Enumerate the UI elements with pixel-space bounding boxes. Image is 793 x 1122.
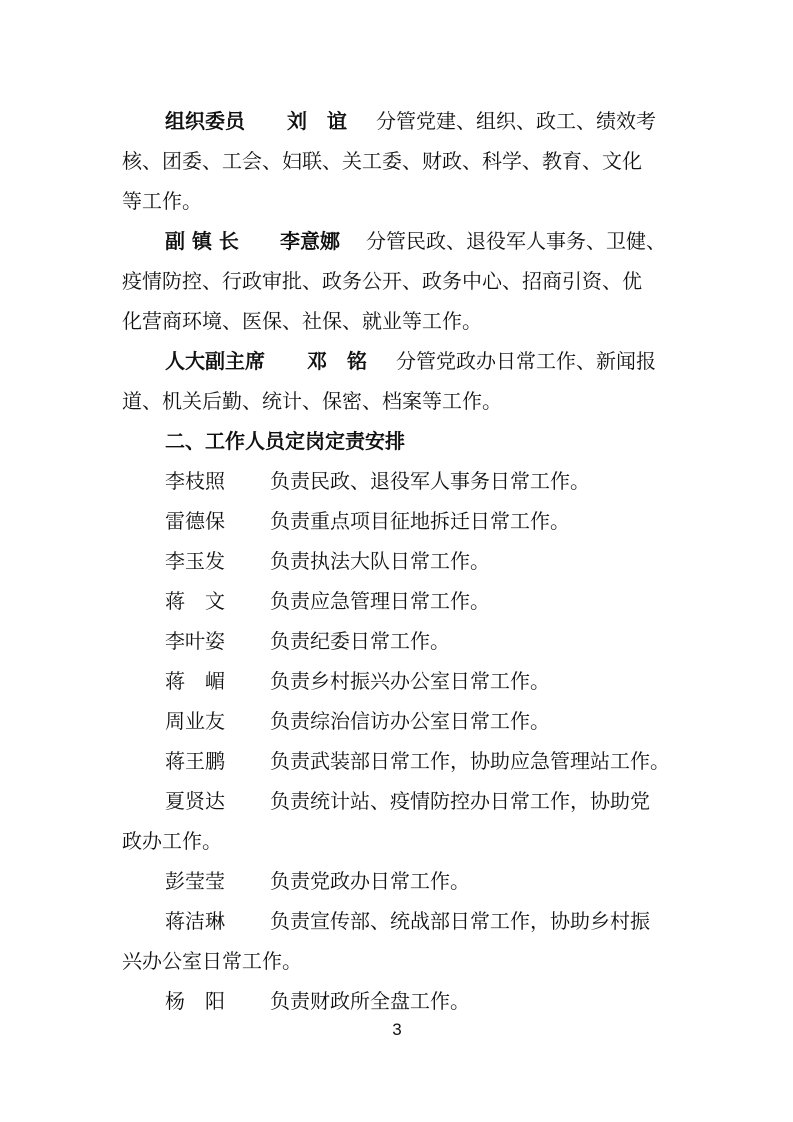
leader-duty-cont: 道、机关后勤、统计、保密、档案等工作。 bbox=[122, 389, 502, 413]
staff-name: 夏贤达 bbox=[165, 789, 225, 813]
staff-duty: 负责乡村振兴办公室日常工作。 bbox=[270, 669, 550, 693]
staff-duty: 负责综治信访办公室日常工作。 bbox=[270, 709, 550, 733]
leader-role: 人大副主席 bbox=[165, 349, 265, 373]
staff-name: 彭莹莹 bbox=[165, 869, 225, 893]
section-heading: 二、工作人员定岗定责安排 bbox=[165, 429, 405, 453]
leader-name: 李意娜 bbox=[280, 229, 340, 253]
leader-role: 副 镇 长 bbox=[165, 229, 239, 253]
staff-name: 蒋 文 bbox=[165, 589, 225, 613]
staff-name: 李玉发 bbox=[165, 549, 225, 573]
staff-duty: 负责武装部日常工作，协助应急管理站工作。 bbox=[270, 749, 670, 773]
staff-duty: 负责宣传部、统战部日常工作，协助乡村振 bbox=[270, 909, 650, 933]
staff-duty: 负责财政所全盘工作。 bbox=[270, 989, 470, 1013]
leader-duty-cont: 化营商环境、医保、社保、就业等工作。 bbox=[122, 309, 482, 333]
staff-duty: 负责党政办日常工作。 bbox=[270, 869, 470, 893]
staff-duty: 负责应急管理日常工作。 bbox=[270, 589, 490, 613]
staff-duty: 负责执法大队日常工作。 bbox=[270, 549, 490, 573]
staff-name: 蒋王鹏 bbox=[165, 749, 225, 773]
staff-name: 周业友 bbox=[165, 709, 225, 733]
leader-duty: 分管民政、退役军人事务、卫健、 bbox=[366, 229, 666, 253]
leader-role: 组织委员 bbox=[165, 109, 245, 133]
leader-duty-cont: 核、团委、工会、妇联、关工委、财政、科学、教育、文化 bbox=[122, 149, 642, 173]
staff-duty-cont: 政办工作。 bbox=[122, 829, 222, 853]
staff-name: 雷德保 bbox=[165, 509, 225, 533]
page-number: 3 bbox=[392, 1020, 402, 1039]
staff-name: 李叶姿 bbox=[165, 629, 225, 653]
staff-duty: 负责统计站、疫情防控办日常工作，协助党 bbox=[270, 789, 650, 813]
leader-name: 邓 铭 bbox=[307, 349, 367, 373]
staff-name: 杨 阳 bbox=[165, 989, 225, 1013]
staff-duty-cont: 兴办公室日常工作。 bbox=[122, 949, 302, 973]
staff-duty: 负责民政、退役军人事务日常工作。 bbox=[270, 469, 590, 493]
leader-duty-cont: 等工作。 bbox=[122, 189, 202, 213]
leader-duty: 分管党建、组织、政工、绩效考 bbox=[376, 109, 656, 133]
staff-duty: 负责重点项目征地拆迁日常工作。 bbox=[270, 509, 570, 533]
staff-duty: 负责纪委日常工作。 bbox=[270, 629, 450, 653]
leader-duty-cont: 疫情防控、行政审批、政务公开、政务中心、招商引资、优 bbox=[122, 269, 642, 293]
staff-name: 李枝照 bbox=[165, 469, 225, 493]
staff-name: 蒋洁琳 bbox=[165, 909, 225, 933]
staff-name: 蒋 嵋 bbox=[165, 669, 225, 693]
leader-duty: 分管党政办日常工作、新闻报 bbox=[396, 349, 656, 373]
leader-name: 刘 谊 bbox=[287, 109, 347, 133]
